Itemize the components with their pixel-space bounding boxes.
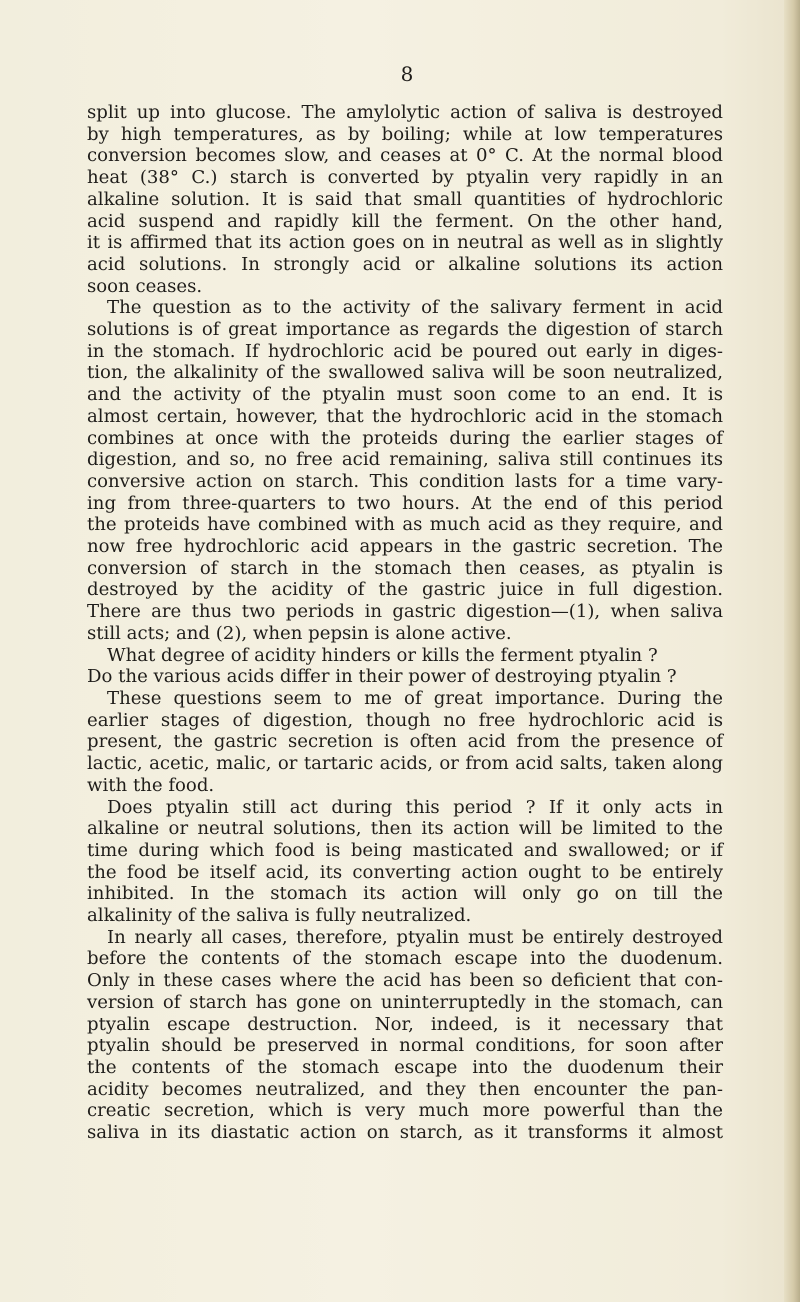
text-line: alkaline or neutral solutions, then its action will be limited to the (87, 818, 723, 840)
text-line: lactic, acetic, malic, or tartaric acids, or from acid salts, taken along (87, 753, 723, 775)
text-line: Only in these cases where the acid has been so deficient that con- (87, 970, 723, 992)
text-line: conversion of starch in the stomach then ceases, as ptyalin is (87, 557, 723, 579)
text-line: There are thus two periods in gastric digestion—(1), when saliva (87, 601, 723, 623)
text-line: inhibited. In the stomach its action will only go on till the (87, 883, 723, 905)
text-line: in the stomach. If hydrochloric acid be poured out early in diges- (87, 340, 723, 362)
text-line: time during which food is being masticated and swallowed; or if (87, 839, 723, 861)
text-line: ptyalin escape destruction. Nor, indeed, is it necessary that (87, 1013, 723, 1035)
text-line: conversive action on starch. This condition lasts for a time vary- (87, 470, 723, 492)
text-line: solutions is of great importance as regards the digestion of starch (87, 319, 723, 341)
text-line: saliva in its diastatic action on starch, as it transforms it almost (87, 1122, 723, 1144)
text-line: it is affirmed that its action goes on in neutral as well as in slightly (87, 232, 723, 254)
body-text (87, 102, 723, 1144)
text-line: with the food. (87, 774, 215, 796)
page-binding-edge (784, 0, 800, 1302)
text-line: alkalinity of the saliva is fully neutralized. (87, 905, 472, 927)
text-line: These questions seem to me of great importance. During the (107, 687, 723, 709)
text-line: the proteids have combined with as much acid as they require, and (87, 514, 723, 536)
text-line: almost certain, however, that the hydrochloric acid in the stomach (87, 405, 723, 427)
text-line: combines at once with the proteids during the earlier stages of (87, 427, 723, 449)
text-line: soon ceases. (87, 275, 203, 297)
text-line: before the contents of the stomach escape into the duodenum. (87, 948, 723, 970)
text-line: digestion, and so, no free acid remaining, saliva still continues its (87, 449, 723, 471)
text-line: Does ptyalin still act during this period ? If it only acts in (107, 796, 723, 818)
text-line: version of starch has gone on uninterruptedly in the stomach, can (87, 991, 723, 1013)
text-line: acid solutions. In strongly acid or alkaline solutions its action (87, 253, 723, 275)
text-line: Do the various acids differ in their power of destroying ptyalin ? (87, 666, 677, 688)
text-line: ing from three-quarters to two hours. At the end of this period (87, 492, 723, 514)
text-line: present, the gastric secretion is often acid from the presence of (87, 731, 723, 753)
text-line: tion, the alkalinity of the swallowed saliva will be soon neutralized, (87, 362, 723, 384)
text-line: heat (38° C.) starch is converted by ptyalin very rapidly in an (87, 167, 723, 189)
text-line: destroyed by the acidity of the gastric juice in full digestion. (87, 579, 723, 601)
text-line: The question as to the activity of the salivary ferment in acid (107, 297, 723, 319)
text-line: by high temperatures, as by boiling; while at low temperatures (87, 123, 723, 145)
text-line: and the activity of the ptyalin must soon come to an end. It is (87, 384, 723, 406)
text-line: What degree of acidity hinders or kills the ferment ptyalin ? (107, 644, 658, 666)
text-line: acid suspend and rapidly kill the ferment. On the other hand, (87, 210, 723, 232)
text-line: creatic secretion, which is very much more powerful than the (87, 1100, 723, 1122)
text-line: conversion becomes slow, and ceases at 0° C. At the normal blood (87, 145, 723, 167)
text-line: alkaline solution. It is said that small quantities of hydrochloric (87, 188, 723, 210)
text-line: earlier stages of digestion, though no free hydrochloric acid is (87, 709, 723, 731)
text-line: still acts; and (2), when pepsin is alone active. (87, 622, 512, 644)
text-line: split up into glucose. The amylolytic action of saliva is destroyed (87, 102, 723, 123)
text-line: acidity becomes neutralized, and they then encounter the pan- (87, 1078, 723, 1100)
text-line: now free hydrochloric acid appears in the gastric secretion. The (87, 536, 723, 558)
text-line: In nearly all cases, therefore, ptyalin must be entirely destroyed (107, 926, 723, 948)
text-line: ptyalin should be preserved in normal conditions, for soon after (87, 1035, 723, 1057)
page-number: 8 (400, 62, 414, 86)
text-line: the contents of the stomach escape into the duodenum their (87, 1056, 723, 1078)
text-line: the food be itself acid, its converting action ought to be entirely (87, 861, 723, 883)
